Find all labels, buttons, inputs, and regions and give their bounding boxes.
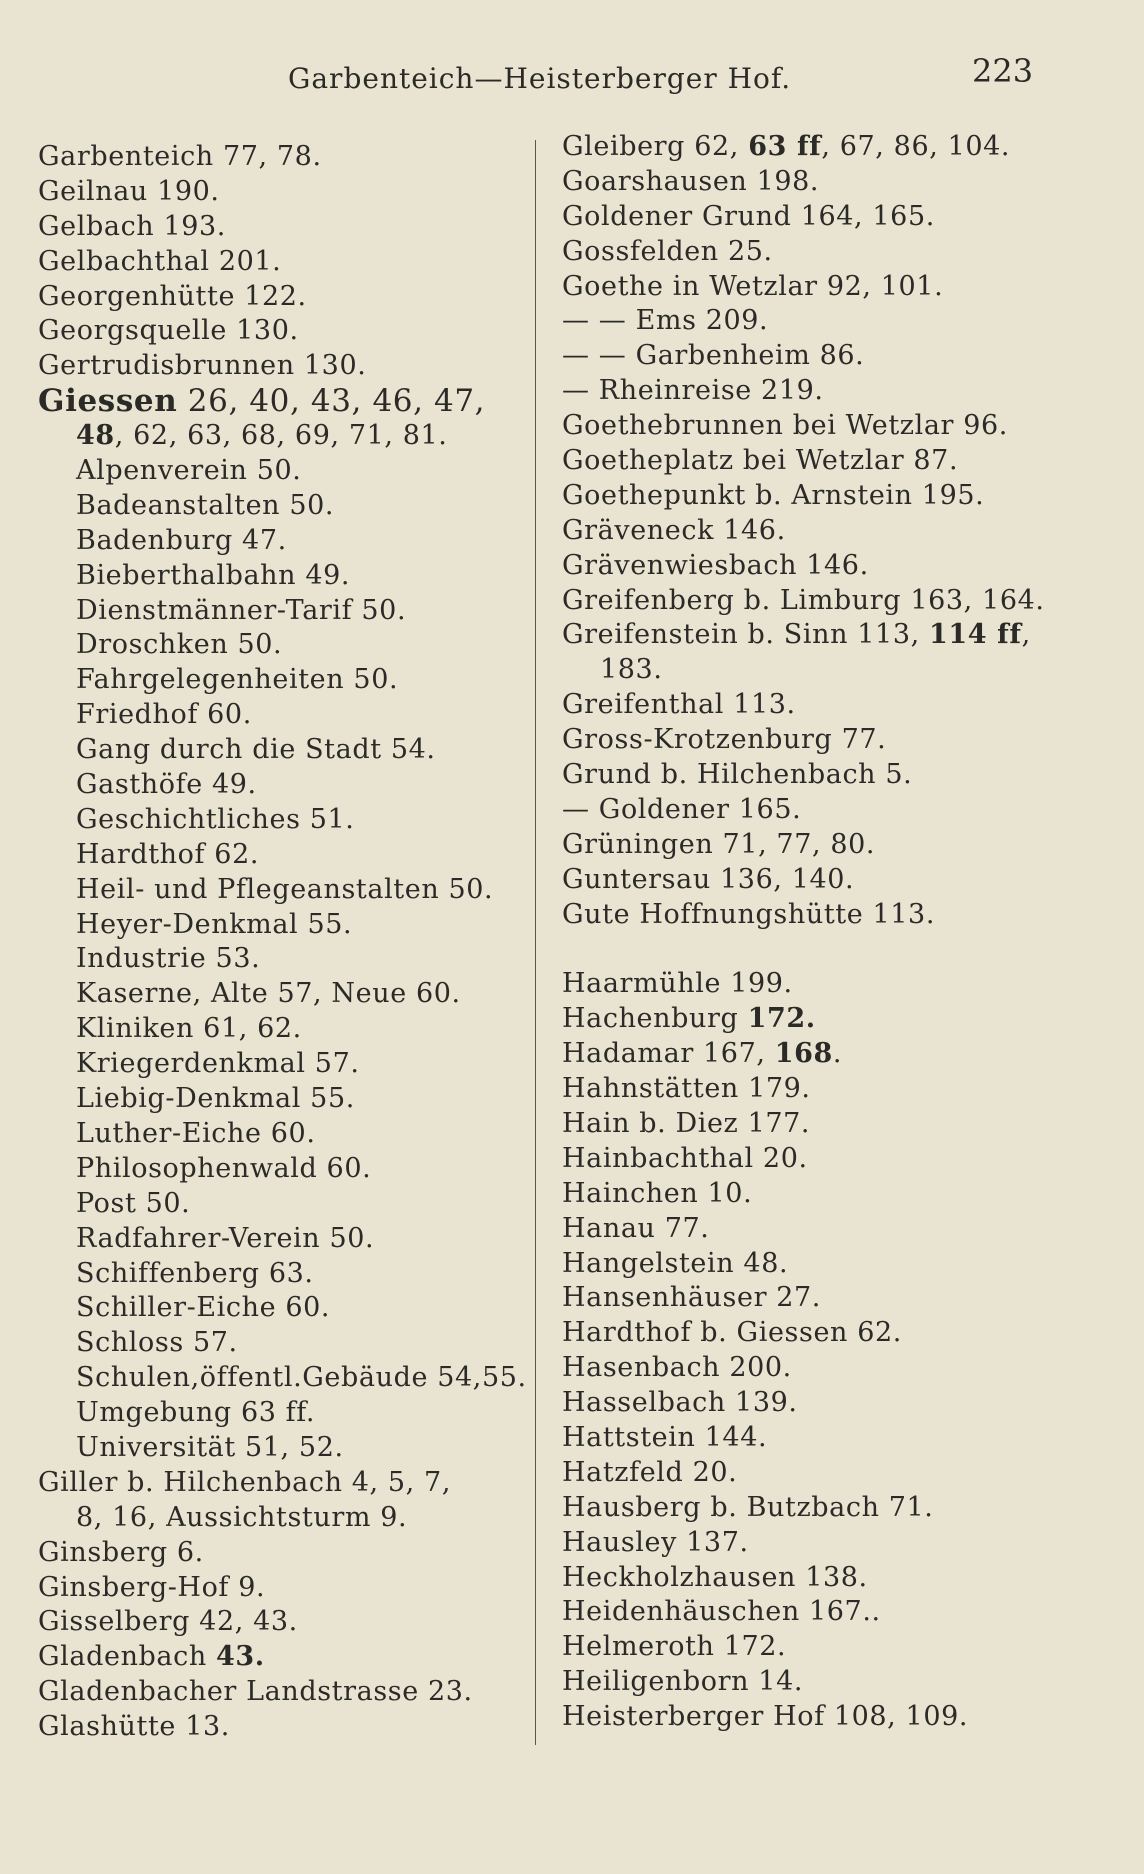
index-entry: Hanau 77. bbox=[562, 1212, 710, 1244]
index-subentry: Geschichtliches 51. bbox=[76, 803, 355, 835]
index-entry-continuation: 183. bbox=[600, 654, 663, 686]
entry-text-part: Greifenstein b. Sinn 113, bbox=[562, 619, 929, 651]
index-entry: Hasselbach 139. bbox=[562, 1387, 798, 1419]
index-entry: — — Ems 209. bbox=[562, 305, 769, 337]
index-subentry: Badenburg 47. bbox=[76, 524, 287, 556]
index-entry: Hahnstätten 179. bbox=[562, 1073, 811, 1105]
index-column-left bbox=[38, 140, 538, 1745]
index-entry: Garbenteich 77, 78. bbox=[38, 141, 322, 172]
entry-text-part: . bbox=[832, 1038, 843, 1070]
index-entry: Heiligenborn 14. bbox=[562, 1666, 804, 1698]
index-subentry: Hardthof 62. bbox=[76, 838, 260, 870]
entry-text-part: , bbox=[1021, 619, 1031, 651]
bold-page-ref: 48 bbox=[76, 420, 115, 452]
index-entry: Hausley 137. bbox=[562, 1526, 749, 1558]
index-entry: Hainchen 10. bbox=[562, 1177, 753, 1209]
index-entry: Greifenthal 113. bbox=[562, 689, 796, 721]
index-entry: Hain b. Diez 177. bbox=[562, 1107, 811, 1139]
index-entry: Hansenhäuser 27. bbox=[562, 1282, 821, 1314]
index-main-heading bbox=[38, 384, 538, 419]
index-entry: Hangelstein 48. bbox=[562, 1247, 789, 1279]
index-subentry: Badeanstalten 50. bbox=[76, 489, 335, 521]
entry-text-part: Hachenburg bbox=[562, 1003, 748, 1035]
index-entry bbox=[562, 618, 1062, 653]
index-subentry: Umgebung 63 ff. bbox=[76, 1397, 316, 1429]
bold-page-ref: 43. bbox=[216, 1641, 265, 1673]
index-entry: Goetheplatz bei Wetzlar 87. bbox=[562, 445, 959, 477]
entry-text-part: , 62, 63, 68, 69, 71, 81. bbox=[114, 420, 448, 452]
index-entry: Grund b. Hilchenbach 5. bbox=[562, 759, 913, 791]
page-number: 223 bbox=[972, 52, 1034, 90]
index-entry: Geilnau 190. bbox=[38, 175, 220, 207]
index-entry: Heisterberger Hof 108, 109. bbox=[562, 1701, 969, 1733]
index-column-right bbox=[562, 130, 1062, 1735]
bold-page-ref: 172. bbox=[747, 1003, 816, 1035]
index-entry: Goethebrunnen bei Wetzlar 96. bbox=[562, 410, 1008, 442]
index-subentry: Industrie 53. bbox=[76, 943, 261, 975]
index-entry-continuation: 8, 16, Aussichtsturm 9. bbox=[76, 1501, 408, 1533]
index-subentry: Gasthöfe 49. bbox=[76, 769, 257, 801]
index-subentry: Schulen,öffentl.Gebäude 54,55. bbox=[76, 1362, 527, 1394]
index-entry: Goethe in Wetzlar 92, 101. bbox=[562, 270, 944, 302]
index-entry bbox=[562, 1037, 1062, 1072]
running-title: Garbenteich—Heisterberger Hof. bbox=[288, 62, 792, 95]
index-subentry: Schiffenberg 63. bbox=[76, 1257, 314, 1289]
index-subentry: Heil- und Pflegeanstalten 50. bbox=[76, 873, 494, 905]
index-subentry: Fahrgelegenheiten 50. bbox=[76, 664, 399, 696]
entry-text-part: Gladenbach bbox=[38, 1641, 217, 1673]
entry-text-part: Gleiberg 62, bbox=[562, 131, 749, 162]
index-entry: Goldener Grund 164, 165. bbox=[562, 200, 935, 232]
index-subentry: Kaserne, Alte 57, Neue 60. bbox=[76, 978, 461, 1010]
index-subentry: Dienstmänner-Tarif 50. bbox=[76, 594, 407, 626]
index-entry: Glashütte 13. bbox=[38, 1711, 230, 1743]
index-entry bbox=[562, 1002, 1062, 1037]
index-entry: Hardthof b. Giessen 62. bbox=[562, 1317, 902, 1349]
index-entry: Greifenberg b. Limburg 163, 164. bbox=[562, 584, 1045, 616]
index-entry: Ginsberg-Hof 9. bbox=[38, 1571, 266, 1603]
index-entry: Gertrudisbrunnen 130. bbox=[38, 350, 367, 382]
entry-text-part: Hadamar 167, bbox=[562, 1038, 775, 1070]
index-subentry: Bieberthalbahn 49. bbox=[76, 559, 351, 591]
index-subentry: Radfahrer-Verein 50. bbox=[76, 1222, 375, 1254]
index-entry: Haarmühle 199. bbox=[562, 968, 793, 1000]
index-entry bbox=[38, 1640, 538, 1675]
index-entry: Giller b. Hilchenbach 4, 5, 7, bbox=[38, 1466, 452, 1498]
index-entry: Hainbachthal 20. bbox=[562, 1142, 808, 1174]
index-entry: Heidenhäuschen 167.. bbox=[562, 1596, 881, 1628]
index-entry: Heckholzhausen 138. bbox=[562, 1561, 868, 1593]
index-subentry: Luther-Eiche 60. bbox=[76, 1117, 316, 1149]
index-subentry: Friedhof 60. bbox=[76, 699, 252, 731]
index-entry: Grävenwiesbach 146. bbox=[562, 549, 869, 581]
index-subentry: Heyer-Denkmal 55. bbox=[76, 908, 353, 940]
index-entry: Gute Hoffnungshütte 113. bbox=[562, 898, 936, 930]
index-subentry: Kriegerdenkmal 57. bbox=[76, 1048, 360, 1080]
index-entry: — Rheinreise 219. bbox=[562, 375, 824, 407]
index-entry-continuation bbox=[38, 419, 538, 454]
index-entry: Hatzfeld 20. bbox=[562, 1456, 738, 1488]
index-entry: Gelbachthal 201. bbox=[38, 245, 282, 277]
bold-page-ref: 114 ff bbox=[928, 619, 1022, 651]
index-entry: — Goldener 165. bbox=[562, 793, 802, 825]
bold-page-ref: Giessen bbox=[38, 383, 178, 420]
index-subentry: Gang durch die Stadt 54. bbox=[76, 734, 436, 766]
index-entry: Hattstein 144. bbox=[562, 1421, 768, 1453]
index-subentry: Post 50. bbox=[76, 1187, 191, 1219]
index-subentry: Schloss 57. bbox=[76, 1327, 238, 1359]
index-entry: Gladenbacher Landstrasse 23. bbox=[38, 1676, 473, 1708]
index-entry: Goarshausen 198. bbox=[562, 165, 820, 197]
index-entry: — — Garbenheim 86. bbox=[562, 340, 865, 372]
section-gap bbox=[562, 932, 1062, 967]
bold-page-ref: 63 ff bbox=[748, 131, 822, 162]
index-subentry: Alpenverein 50. bbox=[76, 455, 302, 487]
index-entry: Hasenbach 200. bbox=[562, 1352, 792, 1384]
index-subentry: Kliniken 61, 62. bbox=[76, 1013, 302, 1045]
index-entry: Gelbach 193. bbox=[38, 210, 226, 242]
index-subentry: Liebig-Denkmal 55. bbox=[76, 1083, 355, 1115]
index-entry: Goethepunkt b. Arnstein 195. bbox=[562, 479, 985, 511]
index-entry: Ginsberg 6. bbox=[38, 1536, 204, 1568]
index-entry: Gisselberg 42, 43. bbox=[38, 1606, 298, 1638]
index-entry: Grüningen 71, 77, 80. bbox=[562, 828, 876, 860]
column-divider bbox=[535, 140, 536, 1745]
index-subentry: Philosophenwald 60. bbox=[76, 1152, 372, 1184]
index-entry: Gossfelden 25. bbox=[562, 235, 773, 267]
index-subentry: Schiller-Eiche 60. bbox=[76, 1292, 331, 1324]
index-entry: Gräveneck 146. bbox=[562, 514, 786, 546]
index-subentry: Droschken 50. bbox=[76, 629, 283, 661]
bold-page-ref: 168 bbox=[774, 1038, 833, 1070]
index-entry: Hausberg b. Butzbach 71. bbox=[562, 1491, 934, 1523]
index-subentry: Universität 51, 52. bbox=[76, 1431, 344, 1463]
entry-text-part: , 67, 86, 104. bbox=[821, 131, 1011, 162]
index-entry bbox=[562, 130, 1062, 165]
index-entry: Georgsquelle 130. bbox=[38, 315, 299, 347]
index-entry: Helmeroth 172. bbox=[562, 1631, 787, 1663]
index-entry: Guntersau 136, 140. bbox=[562, 863, 855, 895]
entry-text-part: 26, 40, 43, 46, 47, bbox=[177, 383, 486, 420]
index-entry: Gross-Krotzenburg 77. bbox=[562, 724, 887, 756]
index-entry: Georgenhütte 122. bbox=[38, 280, 307, 312]
